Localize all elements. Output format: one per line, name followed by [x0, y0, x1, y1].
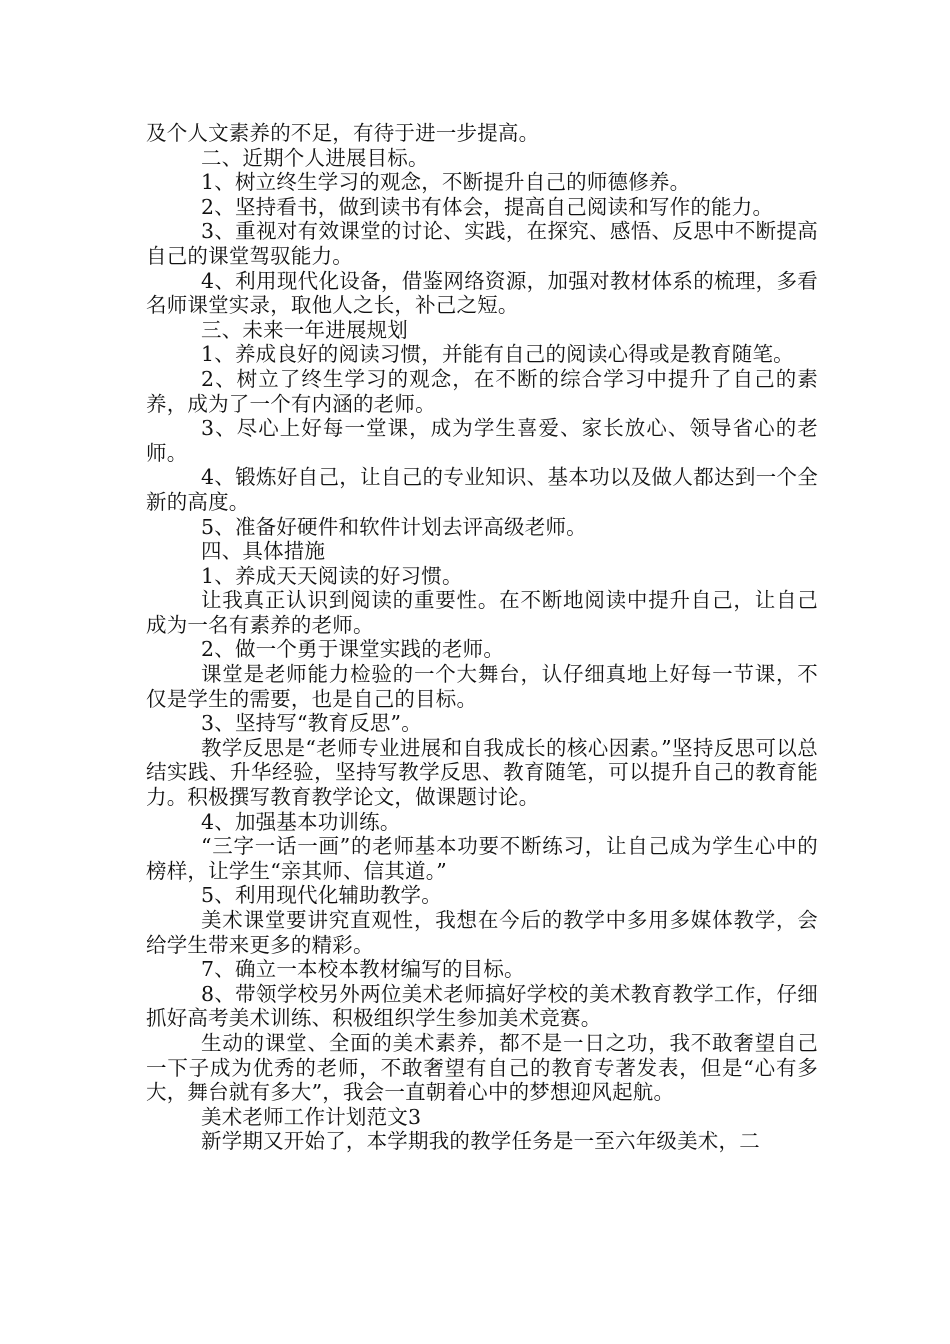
paragraph: 让我真正认识到阅读的重要性。在不断地阅读中提升自己，让自己成为一名有素养的老师。 [146, 588, 818, 637]
list-item: 8、带领学校另外两位美术老师搞好学校的美术教育教学工作，仔细抓好高考美术训练、积极组织学生参加美术竞赛。 [146, 981, 818, 1031]
section-heading: 四、具体措施 [201, 539, 326, 564]
list-item: 2、坚持看书，做到读书有体会，提高自己阅读和写作的能力。 [201, 194, 774, 219]
list-item: 5、利用现代化辅助教学。 [201, 883, 442, 908]
list-item: 2、树立了终生学习的观念，在不断的综合学习中提升了自己的素养，成为了一个有内涵的老师。 [146, 366, 818, 416]
list-item: 4、锻炼好自己，让自己的专业知识、基本功以及做人都达到一个全新的高度。 [146, 465, 818, 514]
list-item: 1、养成天天阅读的好习惯。 [201, 563, 463, 588]
section-heading: 二、近期个人进展目标。 [201, 145, 429, 170]
paragraph: 美术课堂要讲究直观性，我想在今后的教学中多用多媒体教学，会给学生带来更多的精彩。 [146, 908, 818, 957]
paragraph: 生动的课堂、全面的美术素养，都不是一日之功，我不敢奢望自己一下子成为优秀的老师，不敢奢望有自己的教育专著发表，但是“心有多大，舞台就有多大”，我会一直朝着心中的梦想迎风起航。 [146, 1030, 818, 1105]
paragraph: 课堂是老师能力检验的一个大舞台，认仔细真地上好每一节课，不仅是学生的需要，也是自己的目标。 [146, 662, 818, 711]
list-item: 5、准备好硬件和软件计划去评高级老师。 [201, 514, 587, 539]
list-item: 2、做一个勇于课堂实践的老师。 [201, 637, 505, 662]
document-subtitle: 美术老师工作计划范文3 [201, 1104, 422, 1129]
document-page [146, 121, 818, 1154]
list-item: 3、坚持写“教育反思”。 [201, 711, 422, 736]
paragraph: 教学反思是“老师专业进展和自我成长的核心因素。”坚持反思可以总结实践、升华经验，坚持写教学反思、教育随笔，可以提升自己的教育能力。积极撰写教育教学论文，做课题讨论。 [146, 735, 818, 810]
list-item: 1、养成良好的阅读习惯，并能有自己的阅读心得或是教育随笔。 [201, 342, 794, 367]
paragraph: 及个人文素养的不足，有待于进一步提高。 [146, 121, 540, 145]
list-item: 1、树立终生学习的观念，不断提升自己的师德修养。 [201, 170, 691, 195]
list-item: 3、尽心上好每一堂课，成为学生喜爱、家长放心、领导省心的老师。 [146, 416, 818, 465]
list-item: 4、加强基本功训练。 [201, 809, 401, 834]
list-item: 3、重视对有效课堂的讨论、实践，在探究、感悟、反思中不断提高自己的课堂驾驭能力。 [146, 219, 818, 268]
list-item: 7、确立一本校本教材编写的目标。 [201, 957, 525, 982]
list-item: 4、利用现代化设备，借鉴网络资源，加强对教材体系的梳理，多看名师课堂实录，取他人之长，补己之短。 [146, 268, 818, 318]
section-heading: 三、未来一年进展规划 [201, 317, 408, 342]
paragraph: 新学期又开始了，本学期我的教学任务是一至六年级美术，二 [201, 1129, 760, 1154]
paragraph: “三字一话一画”的老师基本功要不断练习，让自己成为学生心中的榜样，让学生“亲其师、信其道。” [146, 834, 818, 883]
